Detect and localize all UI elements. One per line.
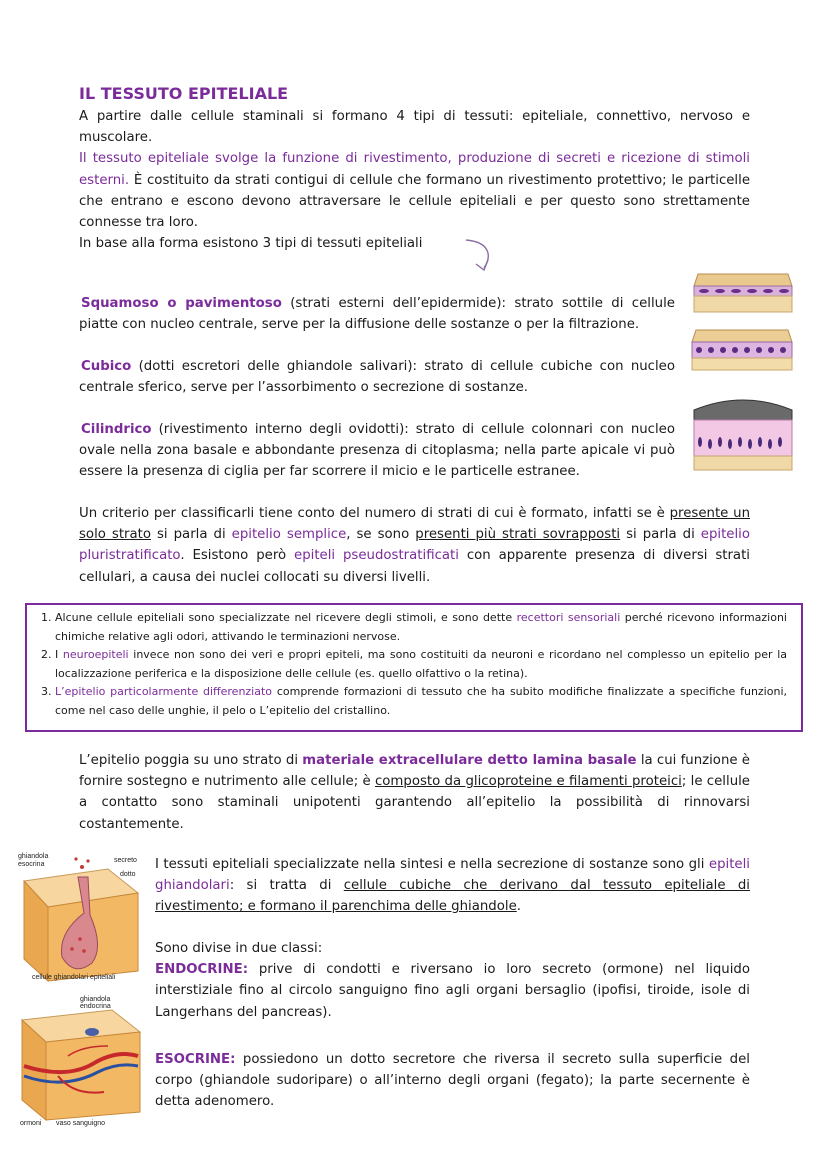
- note-item: [55, 683, 787, 720]
- criteria-highlight: epitelio semplice: [231, 527, 347, 543]
- lamina-highlight: materiale extracellulare detto lamina basale: [302, 753, 637, 768]
- criteria-underline: presenti più strati sovrapposti: [415, 527, 621, 543]
- definition-paragraph: [79, 148, 750, 233]
- lamina-underline: composto da glicoproteine e filamenti proteici: [374, 774, 682, 790]
- lamina-text: ; le cellule a contatto sono staminali unipotenti garantendo all’epitelio la possibilità di rinnovarsi costantemente.: [79, 774, 750, 832]
- criteria-text: , se sono: [346, 527, 416, 543]
- criteria-text: con apparente presenza di diversi strati cellulari, a causa dei nuclei collocati su diversi livelli.: [79, 548, 750, 585]
- curved-arrow-icon: [462, 236, 502, 276]
- exocrine-label: ESOCRINE:: [155, 1052, 236, 1067]
- glands-highlight: epiteli ghiandolari: [155, 857, 750, 894]
- cuboidal-epithelium-illustration: [690, 326, 794, 372]
- note-text: Alcune cellule epiteliali sono specializzate nel ricevere degli stimoli, e sono dette: [55, 611, 517, 624]
- criteria-highlight: epitelio pluristratificato: [79, 527, 751, 564]
- page-title: IL TESSUTO EPITELIALE: [79, 84, 289, 103]
- type-cubico: [79, 356, 675, 398]
- classes-intro: Sono divise in due classi:: [155, 941, 323, 956]
- type-name: Squamoso o pavimentoso: [81, 296, 282, 311]
- criteria-text: . Esistono però: [180, 548, 295, 564]
- note-item: [55, 609, 787, 646]
- note-text: perché ricevono informazioni chimiche relative agli odori, attivando le terminazioni nervose.: [55, 611, 787, 643]
- note-text: comprende formazioni di tessuto che ha subito modifiche finalizzate a specifiche funzioni, come nel caso delle unghie, il pelo o L’epitelio del cristallino.: [55, 685, 787, 717]
- squamous-epithelium-illustration: [692, 268, 794, 318]
- criteria-highlight: epiteli pseudostratificati: [294, 548, 459, 564]
- intro-paragraph: A partire dalle cellule staminali si formano 4 tipi di tessuti: epiteliale, connettivo, nervoso e muscolare.: [79, 109, 750, 146]
- type-description: (dotti escretori delle ghiandole salivari): strato di cellule cubiche con nucleo centrale sferico, serve per l’assorbimento o secrezione di sostanze.: [79, 359, 675, 396]
- types-intro: In base alla forma esistono 3 tipi di tessuti epiteliali: [79, 236, 423, 252]
- exocrine-text: possiedono un dotto secretore che riversa il secreto sulla superficie del corpo (ghiandole sudoripare) o all’interno degli organi (fegato); la parte secernente è detta adenomero.: [155, 1052, 750, 1110]
- endocrine-gland-figure: [18, 996, 142, 1130]
- figure-label: vaso sanguigno: [56, 1120, 106, 1127]
- type-name: Cilindrico: [81, 422, 152, 437]
- lamina-text: la cui funzione è fornire sostegno e nutrimento alle cellule; è: [79, 753, 750, 790]
- criteria-text: Un criterio per classificarli tiene conto del numero di strati di cui è formato, infatti se è: [79, 506, 670, 521]
- figure-label: ghiandola endocrina: [80, 996, 111, 1010]
- glands-underline: cellule cubiche che derivano dal tessuto epiteliale di rivestimento; e formano il parenchima delle ghiandole: [155, 878, 750, 915]
- criteria-text: si parla di: [151, 527, 232, 543]
- endocrine-text: prive di condotti e riversano io loro secreto (ormone) nel liquido interstiziale fino al circolo sanguigno fino agli organi bersaglio (ipofisi, tiroide, isole di Langerhans del pancreas).: [155, 962, 750, 1020]
- criteria-section: [79, 503, 750, 588]
- type-name: Cubico: [81, 359, 132, 374]
- note-text: invece non sono dei veri e propri epiteli, ma sono costituiti da neuroni e ricordano nel complesso un epitelio per la localizzazione periferica e la disposizione delle cellule (es. quello olfattivo o la retina).: [55, 648, 787, 680]
- type-description: (rivestimento interno degli ovidotti): strato di cellule colonnari con nucleo ovale nella zona basale e abbondante presenza di citoplasma; nella parte apicale vi può essere la presenza di ciglia per far scorrere il micio e le particelle estranee.: [79, 422, 675, 480]
- glands-section: [155, 854, 750, 918]
- glands-text: .: [516, 899, 521, 915]
- type-squamoso: [79, 293, 675, 335]
- figure-label: esocrina: [18, 861, 45, 868]
- exocrine-section: [155, 1049, 750, 1113]
- figure-label: dotto: [120, 871, 136, 878]
- classes-section: [155, 938, 750, 1023]
- endocrine-label: ENDOCRINE:: [155, 962, 249, 978]
- note-highlight: neuroepiteli: [62, 648, 129, 662]
- figure-label: ghiandola: [18, 853, 49, 860]
- intro-section: [79, 106, 750, 254]
- figure-label: ormoni: [20, 1120, 42, 1127]
- definition-text: È costituito da strati contigui di cellule che formano un rivestimento protettivo; le particelle che entrano e escono devono attraversare le cellule epiteliali e per questo sono strettamente connesse tra loro.: [79, 172, 750, 231]
- figure-label: cellule ghiandolari epiteliali: [32, 974, 116, 981]
- glands-text: I tessuti epiteliali specializzate nella sintesi e nella secrezione di sostanze sono gli: [155, 857, 709, 872]
- glands-text: : si tratta di: [229, 878, 344, 894]
- columnar-epithelium-illustration: [690, 390, 796, 476]
- definition-highlight: Il tessuto epiteliale svolge la funzione di rivestimento, produzione di secreti e ricezione di stimoli esterni.: [79, 151, 750, 188]
- note-highlight: L’epitelio particolarmente differenziato: [55, 685, 273, 699]
- lamina-text: L’epitelio poggia su uno strato di: [79, 753, 303, 768]
- exocrine-gland-figure: [18, 853, 140, 983]
- note-highlight: recettori sensoriali: [516, 611, 621, 624]
- criteria-underline: presente un solo strato: [79, 506, 750, 543]
- note-item: [55, 646, 787, 683]
- type-description: (strati esterni dell’epidermide): strato sottile di cellule piatte con nucleo centrale, serve per la diffusione delle sostanze o per la filtrazione.: [79, 296, 675, 333]
- figure-label: secreto: [114, 857, 137, 864]
- criteria-text: si parla di: [620, 527, 701, 543]
- notes-box: [25, 603, 803, 732]
- note-text: I: [55, 648, 63, 662]
- endocrine-gland-illustration: [18, 996, 142, 1130]
- lamina-section: [79, 750, 750, 835]
- type-cilindrico: [79, 419, 675, 483]
